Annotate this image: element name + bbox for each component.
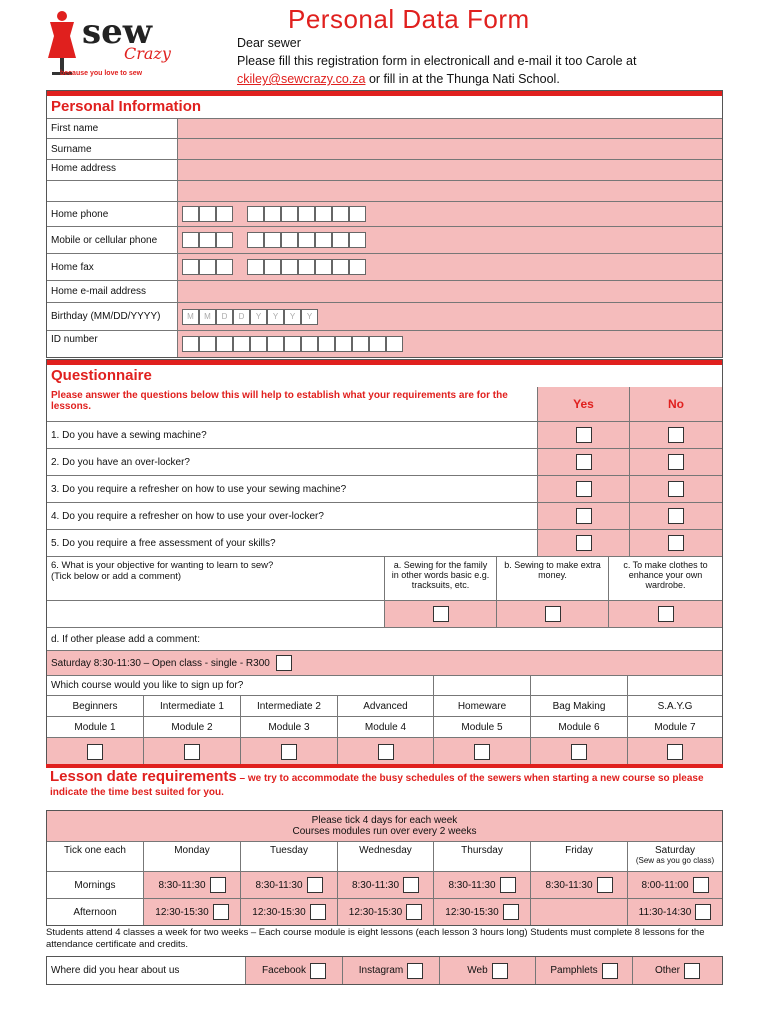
tuesday-afternoon-checkbox[interactable] [310,904,326,920]
instruction-text: Please answer the questions below this will help to establish what your requirements are for the lessons. [51,390,508,412]
tick-instruction: Please tick 4 days for each week Courses modules run over every 2 weeks [292,815,477,837]
logo-crazy: Crazy [124,44,171,63]
instagram-checkbox[interactable] [407,963,423,979]
tuesday-morning-checkbox[interactable] [307,877,323,893]
course-label: Beginners [72,700,118,712]
field-label: Home fax [51,261,94,273]
saturday-header: Saturday (Sew as you go class) [627,842,722,871]
option-a-checkbox[interactable] [433,606,449,622]
module-6-checkbox[interactable] [571,744,587,760]
module-label: Module 2 [143,717,240,737]
no-header: No [629,387,722,421]
q4-yes-checkbox[interactable] [576,508,592,524]
module-label: Module 4 [337,717,433,737]
surname-input[interactable] [177,139,722,159]
question-4: 4. Do you require a refresher on how to use your over-locker? [51,510,324,522]
module-3-checkbox[interactable] [281,744,297,760]
address-input-1[interactable] [177,160,722,180]
saturday-checkbox[interactable] [276,655,292,671]
questionnaire-heading: Questionnaire [51,367,152,384]
tick-each-label: Tick one each [64,845,126,856]
option-b-checkbox[interactable] [545,606,561,622]
other-checkbox[interactable] [684,963,700,979]
q2-yes-checkbox[interactable] [576,454,592,470]
course-label: Intermediate 1 [143,696,240,716]
module-label: Module 6 [530,717,627,737]
first-name-input[interactable] [177,119,722,138]
q4-no-checkbox[interactable] [668,508,684,524]
day-label: Friday [530,842,627,871]
facebook-checkbox[interactable] [310,963,326,979]
wednesday-afternoon-checkbox[interactable] [406,904,422,920]
course-label: Homeware [433,696,530,716]
logo [38,6,188,84]
lesson-heading: Lesson date requirements – we try to accommodate the busy schedules of the sewers when starting a new course so please indicate the time best suited for you. [50,768,704,798]
question-2: 2. Do you have an over-locker? [51,456,190,468]
id-number-input[interactable] [177,331,722,357]
hear-label: Where did you hear about us [51,965,180,976]
question-6: 6. What is your objective for wanting to learn to sew? (Tick below or add a comment) [51,560,274,582]
q1-yes-checkbox[interactable] [576,427,592,443]
web-checkbox[interactable] [492,963,508,979]
logo-sew: sew [82,12,153,52]
address-input-2[interactable] [177,181,722,201]
q3-no-checkbox[interactable] [668,481,684,497]
course-label: S.A.Y.G [627,696,722,716]
monday-afternoon-checkbox[interactable] [213,904,229,920]
course-question: Which course would you like to sign up for? [51,680,244,691]
saturday-morning-checkbox[interactable] [693,877,709,893]
birthday-input[interactable]: M M D D Y Y Y Y [177,303,722,330]
field-label [47,181,177,201]
home-phone-input[interactable] [177,202,722,226]
intro-line-2: or fill in at the Thunga Nati School. [365,72,560,86]
question-5: 5. Do you require a free assessment of your skills? [51,537,276,549]
field-label: Mobile or cellular phone [51,234,158,246]
course-label: Advanced [337,696,433,716]
q5-yes-checkbox[interactable] [576,535,592,551]
attendance-note: Students attend 4 classes a week for two weeks – Each course module is eight lessons (each lesson 3 hours long) Students must complete 8 lessons for the attendance certificate and credits. [46,927,705,950]
referral-table: Where did you hear about us Facebook Instagram Web Pamphlets Other [46,956,723,985]
option-b-label: b. Sewing to make extra money. [496,557,608,600]
question-3: 3. Do you require a refresher on how to use your sewing machine? [51,483,347,495]
friday-morning-checkbox[interactable] [597,877,613,893]
monday-morning-checkbox[interactable] [210,877,226,893]
pamphlets-checkbox[interactable] [602,963,618,979]
q5-no-checkbox[interactable] [668,535,684,551]
mornings-label: Mornings [74,879,116,891]
module-2-checkbox[interactable] [184,744,200,760]
email-input[interactable] [177,281,722,302]
option-a-label: a. Sewing for the family in other words basic e.g. tracksuits, etc. [384,557,496,600]
day-label: Tuesday [240,842,337,871]
module-label: Module 3 [240,717,337,737]
q1-no-checkbox[interactable] [668,427,684,443]
thursday-afternoon-checkbox[interactable] [503,904,519,920]
module-label: Module 5 [433,717,530,737]
day-label: Wednesday [337,842,433,871]
day-label: Monday [143,842,240,871]
field-label: ID number [51,334,98,345]
email-link[interactable]: ckiley@sewcrazy.co.za [237,72,366,86]
greeting: Dear sewer [237,36,301,50]
option-c-label: c. To make clothes to enhance your own wardrobe. [608,557,722,600]
module-label: Module 1 [74,721,116,733]
module-7-checkbox[interactable] [667,744,683,760]
saturday-class: Saturday 8:30-11:30 – Open class - single - R300 [47,651,722,675]
afternoon-label: Afternoon [73,906,117,918]
mobile-input[interactable] [177,227,722,253]
personal-info-section [46,90,723,358]
intro-text [237,34,737,88]
logo-tagline: because you love to sew [60,70,143,77]
question-1: 1. Do you have a sewing machine? [51,429,207,441]
saturday-afternoon-checkbox[interactable] [695,904,711,920]
field-label: Home phone [51,208,109,220]
personal-info-heading: Personal Information [51,98,202,115]
schedule-table: Please tick 4 days for each week Courses modules run over every 2 weeks Tick one each Monday Tuesday Wednesday Thursday Friday Saturday (Sew as you go class) Mornings 8:30-11:30 8:30-11:30 8:30-11:30 8:30-11:30 8:30-11:30 8:00-11:00 Afternoon 12:30-15:30 12:30-15:30 12:30-15:30 12:30-15:30 11:30-14:30 [46,810,723,926]
option-c-checkbox[interactable] [658,606,674,622]
module-4-checkbox[interactable] [378,744,394,760]
day-label: Thursday [433,842,530,871]
q3-yes-checkbox[interactable] [576,481,592,497]
module-5-checkbox[interactable] [474,744,490,760]
yes-header: Yes [537,387,629,421]
questionnaire-section [46,359,723,767]
course-label: Intermediate 2 [240,696,337,716]
page-title: Personal Data Form [288,4,530,34]
field-label: Birthday (MM/DD/YYYY) [51,311,161,322]
comment-label: d. If other please add a comment: [51,633,200,645]
field-label: Home address [51,163,117,174]
module-label: Module 7 [627,717,722,737]
q2-no-checkbox[interactable] [668,454,684,470]
module-1-checkbox[interactable] [87,744,103,760]
field-label: Surname [51,143,92,155]
intro-line: Please fill this registration form in electronicall and e-mail it too Carole at [237,54,637,68]
course-label: Bag Making [530,696,627,716]
wednesday-morning-checkbox[interactable] [403,877,419,893]
field-label: First name [51,123,99,134]
fax-input[interactable] [177,254,722,280]
thursday-morning-checkbox[interactable] [500,877,516,893]
field-label: Home e-mail address [51,286,147,297]
